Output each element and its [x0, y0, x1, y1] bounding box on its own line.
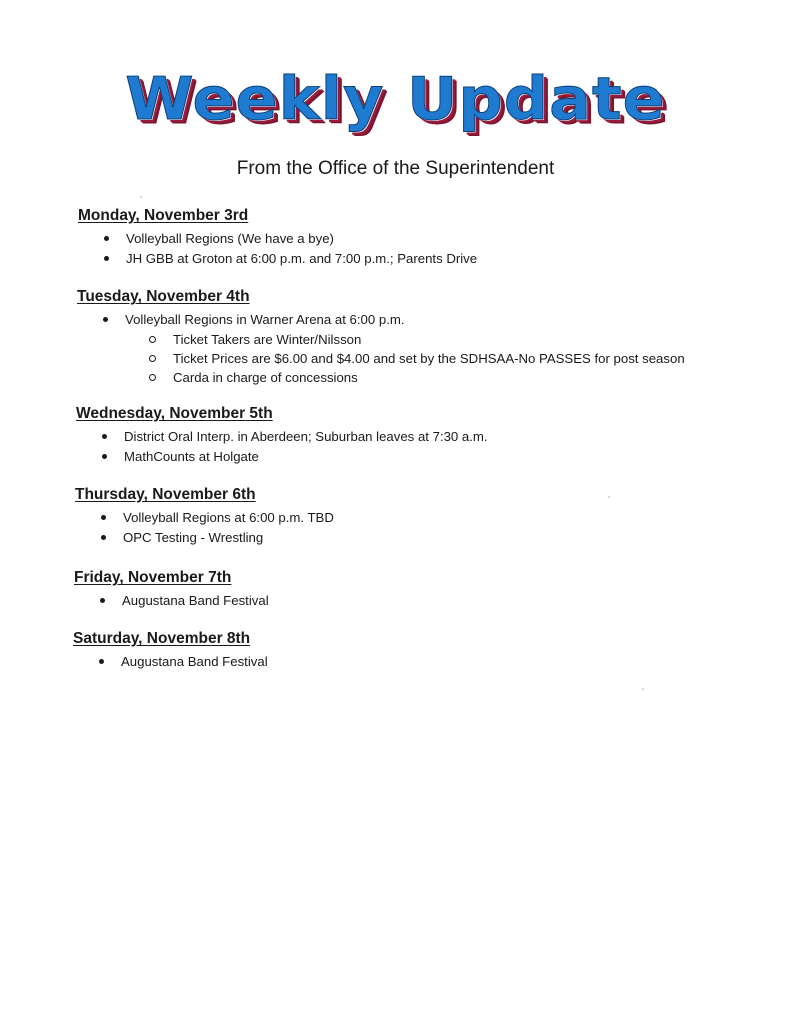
event-text: Volleyball Regions at 6:00 p.m. TBD: [123, 510, 334, 525]
bullet-icon: [102, 434, 107, 439]
day-heading: Friday, November 7th: [74, 569, 232, 586]
circle-bullet-icon: [149, 374, 156, 381]
page-subtitle: From the Office of the Superintendent: [236, 158, 555, 179]
banner-title: Weekly Update: [125, 63, 666, 134]
event-subtext: Carda in charge of concessions: [173, 370, 358, 385]
event-list: [73, 652, 773, 672]
event-text: District Oral Interp. in Aberdeen; Suburban leaves at 7:30 a.m.: [124, 429, 488, 444]
day-heading: Wednesday, November 5th: [76, 405, 273, 422]
event-item: [73, 652, 773, 672]
scan-speck: [642, 688, 644, 690]
event-list: [76, 427, 776, 467]
event-item: [76, 427, 776, 447]
event-list: [75, 508, 775, 548]
event-subitem: [77, 349, 777, 368]
event-item: [76, 447, 776, 467]
event-subitem: [77, 330, 777, 349]
day-monday: [78, 207, 778, 269]
event-text: MathCounts at Holgate: [124, 449, 259, 464]
circle-bullet-icon: [149, 336, 156, 343]
bullet-icon: [103, 317, 108, 322]
bullet-icon: [102, 454, 107, 459]
event-text: Augustana Band Festival: [121, 654, 268, 669]
event-text: JH GBB at Groton at 6:00 p.m. and 7:00 p.m.; Parents Drive: [126, 251, 478, 266]
bullet-icon: [99, 659, 104, 664]
day-saturday: [73, 630, 773, 672]
event-item: [77, 310, 777, 330]
circle-bullet-icon: [149, 355, 156, 362]
bullet-icon: [100, 598, 105, 603]
event-text: Volleyball Regions (We have a bye): [126, 231, 334, 246]
event-sublist: [77, 330, 777, 387]
event-list: [78, 229, 778, 269]
event-item: [78, 249, 778, 269]
event-item: [78, 229, 778, 249]
event-subtext: Ticket Takers are Winter/Nilsson: [173, 332, 362, 347]
bullet-icon: [101, 515, 106, 520]
event-item: [75, 528, 775, 548]
day-heading: Saturday, November 8th: [73, 630, 251, 647]
day-heading: Monday, November 3rd: [78, 207, 249, 224]
scan-speck: [140, 196, 142, 198]
bullet-icon: [101, 535, 106, 540]
day-tuesday: [77, 288, 777, 387]
event-item: [74, 591, 774, 611]
event-list: [74, 591, 774, 611]
day-thursday: [75, 486, 775, 548]
event-text: OPC Testing - Wrestling: [123, 530, 264, 545]
bullet-icon: [104, 256, 109, 261]
day-heading: Thursday, November 6th: [75, 486, 256, 503]
bullet-icon: [104, 236, 109, 241]
day-wednesday: [76, 405, 776, 467]
day-friday: [74, 569, 774, 611]
event-text: Augustana Band Festival: [122, 593, 269, 608]
event-subitem: [77, 368, 777, 387]
event-subtext: Ticket Prices are $6.00 and $4.00 and set by the SDHSAA-No PASSES for post season: [173, 351, 685, 366]
scan-speck: [608, 496, 610, 498]
day-heading: Tuesday, November 4th: [77, 288, 250, 305]
event-text: Volleyball Regions in Warner Arena at 6:00 p.m.: [125, 312, 405, 327]
event-list: [77, 310, 777, 330]
weekly-update-banner: [0, 62, 791, 135]
event-item: [75, 508, 775, 528]
